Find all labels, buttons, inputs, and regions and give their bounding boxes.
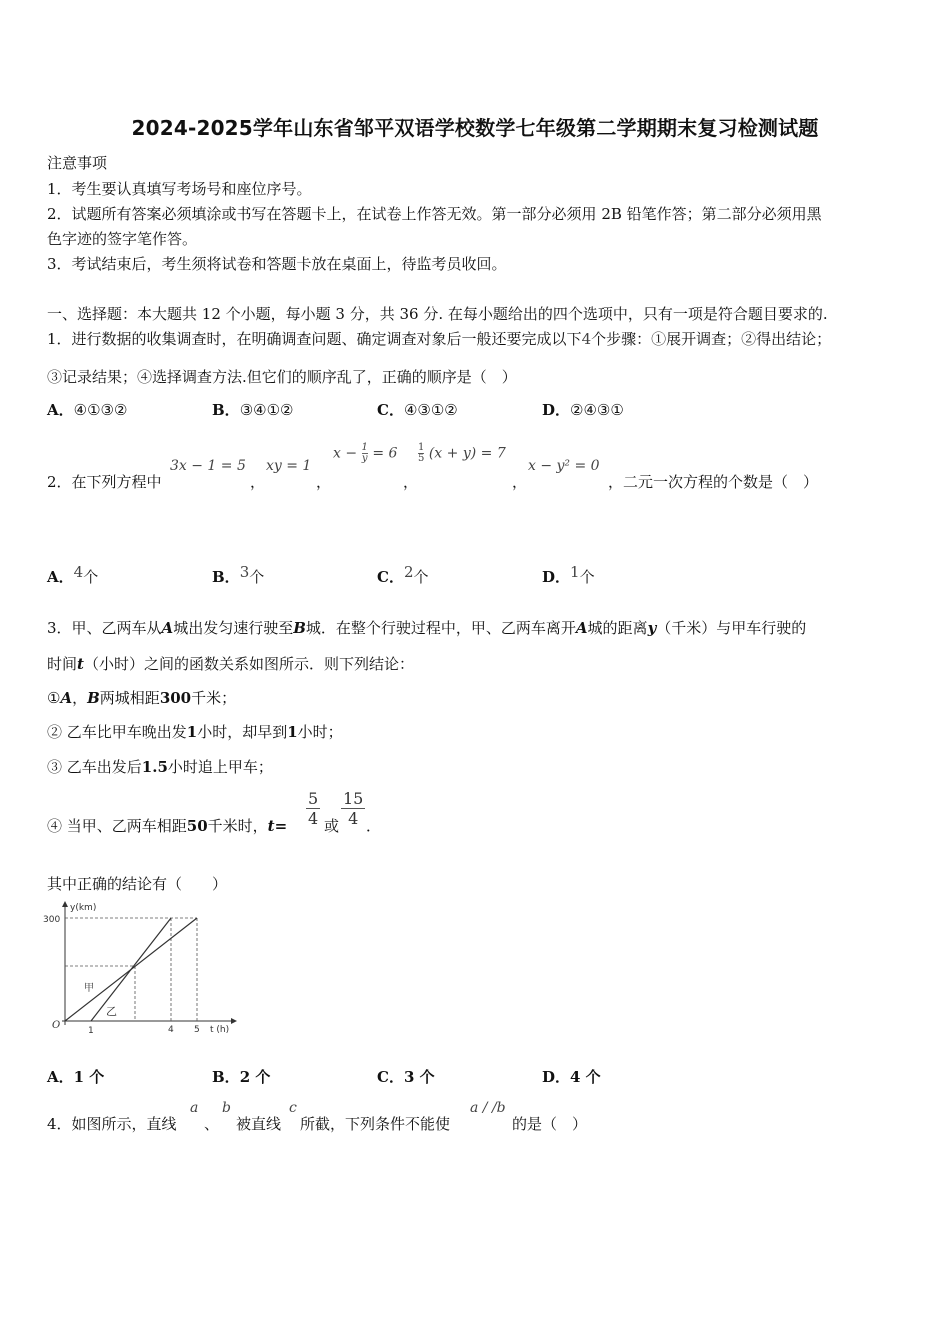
q3-option-b[interactable]: B．2 个 (212, 1068, 271, 1086)
q3-fraction-5-4: $\frac{5}{4}$ (308, 789, 319, 828)
q3-period: ． (366, 817, 382, 835)
q1-option-c[interactable]: C．④③①② (377, 401, 458, 419)
q4-text-e: 的是（ ） (512, 1115, 588, 1133)
q4-text-b: 、 (204, 1115, 220, 1133)
notice-item-3: 3．考试结束后，考生须将试卷和答题卡放在桌面上，待监考员收回。 (47, 255, 507, 273)
q2-option-a[interactable]: A．4个 (47, 563, 99, 586)
x-tick-1: 1 (88, 1026, 94, 1036)
q1-line2: ③记录结果；④选择调查方法.但它们的顺序乱了，正确的顺序是（ ） (47, 368, 517, 386)
q1-line1 (47, 328, 831, 349)
q2-equation-2: xy = 1 (266, 458, 312, 474)
q2-sep-3: ， (403, 473, 419, 491)
q4-line-a: a (190, 1100, 199, 1116)
x-tick-5: 5 (194, 1025, 200, 1035)
series-label-yi: 乙 (106, 1005, 117, 1018)
q1-option-a[interactable]: A．④①③② (47, 401, 128, 419)
q1-option-b[interactable]: B．③④①② (212, 401, 294, 419)
q1-step-count: 4 (581, 330, 592, 348)
q4-text-a: 4．如图所示，直线 (47, 1115, 177, 1133)
page-title: 2024-2025学年山东省邹平双语学校数学七年级第二学期期末复习检测试题 (131, 116, 819, 140)
q2-option-d[interactable]: D．1个 (542, 563, 595, 586)
q3-question: 其中正确的结论有（ ） (47, 875, 228, 893)
q2-equation-4: $\frac{1}{5}$ (x + y) = 7 (418, 442, 506, 464)
series-line-yi (91, 918, 171, 1021)
y-tick-300: 300 (43, 915, 61, 925)
q2-equation-1: 3x − 1 = 5 (170, 458, 246, 474)
q2-equation-3: x − $\frac{1}{y}$ = 6 (333, 442, 398, 464)
q2-sep-1: ， (250, 473, 266, 491)
x-tick-4: 4 (168, 1025, 174, 1035)
q3-option-c[interactable]: C．3 个 (377, 1068, 435, 1086)
notice-item-1: 1．考生要认真填写考场号和座位序号。 (47, 180, 312, 198)
q3-option-d[interactable]: D．4 个 (542, 1068, 601, 1086)
q2-option-b[interactable]: B．3个 (212, 563, 265, 586)
notice-heading: 注意事项 (47, 154, 108, 172)
series-label-jia: 甲 (84, 983, 94, 994)
q3-line1: 3．甲、乙两车从A城出发匀速行驶至B城．在整个行驶过程中，甲、乙两车离开A城的距离y（千米）与甲车行驶的 (47, 619, 807, 637)
notice-item-2a: 2．试题所有答案必须填涂或书写在答题卡上，在试卷上作答无效。第一部分必须用 2B 铅笔作答；第二部分必须用黑 (47, 205, 822, 223)
q4-text-d: 所截，下列条件不能使 (300, 1115, 451, 1133)
q3-fraction-15-4: $\frac{15}{4}$ (343, 789, 364, 828)
q4-parallel-condition: a / /b (470, 1100, 506, 1116)
q2-sep-4: ， (512, 473, 528, 491)
q4-line-b: b (222, 1100, 231, 1116)
q4-line-c: c (289, 1100, 297, 1116)
q3-option-a[interactable]: A．1 个 (47, 1068, 105, 1086)
q3-or: 或 (324, 817, 340, 835)
q2-suffix: ，二元一次方程的个数是（ ） (608, 473, 819, 491)
y-axis-label: y(km) (70, 903, 97, 913)
q2-sep-2: ， (316, 473, 332, 491)
origin-label: O (52, 1020, 61, 1031)
q4-text-c: 被直线 (236, 1115, 282, 1133)
q3-distance-time-graph (40, 898, 240, 1036)
q1-option-d[interactable]: D．②④③① (542, 401, 624, 419)
q2-equation-5: x − y² = 0 (528, 458, 600, 474)
q1-text-a: 1．进行数据的收集调查时，在明确调查问题、确定调查对象后一般还要完成以下 (47, 330, 582, 348)
q3-line2: 时间t（小时）之间的函数关系如图所示．则下列结论： (47, 655, 414, 673)
x-axis-label: t (h) (210, 1025, 230, 1035)
q2-prefix: 2．在下列方程中 (47, 473, 162, 491)
q2-option-c[interactable]: C．2个 (377, 563, 429, 586)
notice-item-2b: 色字迹的签字笔作答。 (47, 230, 198, 248)
q1-text-b: 个步骤：①展开调查；②得出结论； (591, 330, 832, 348)
q3-conclusion-2: ② 乙车比甲车晚出发1小时，却早到1小时； (47, 723, 343, 741)
q3-conclusion-3: ③ 乙车出发后1.5小时追上甲车； (47, 758, 273, 776)
section-heading: 一、选择题：本大题共 12 个小题，每小题 3 分，共 36 分. 在每小题给出的四个选项中，只有一项是符合题目要求的. (47, 305, 828, 323)
q3-conclusion-1: ①A，B两城相距300千米； (47, 689, 237, 707)
q3-conclusion-4: ④ 当甲、乙两车相距50千米时，t= (47, 817, 288, 835)
